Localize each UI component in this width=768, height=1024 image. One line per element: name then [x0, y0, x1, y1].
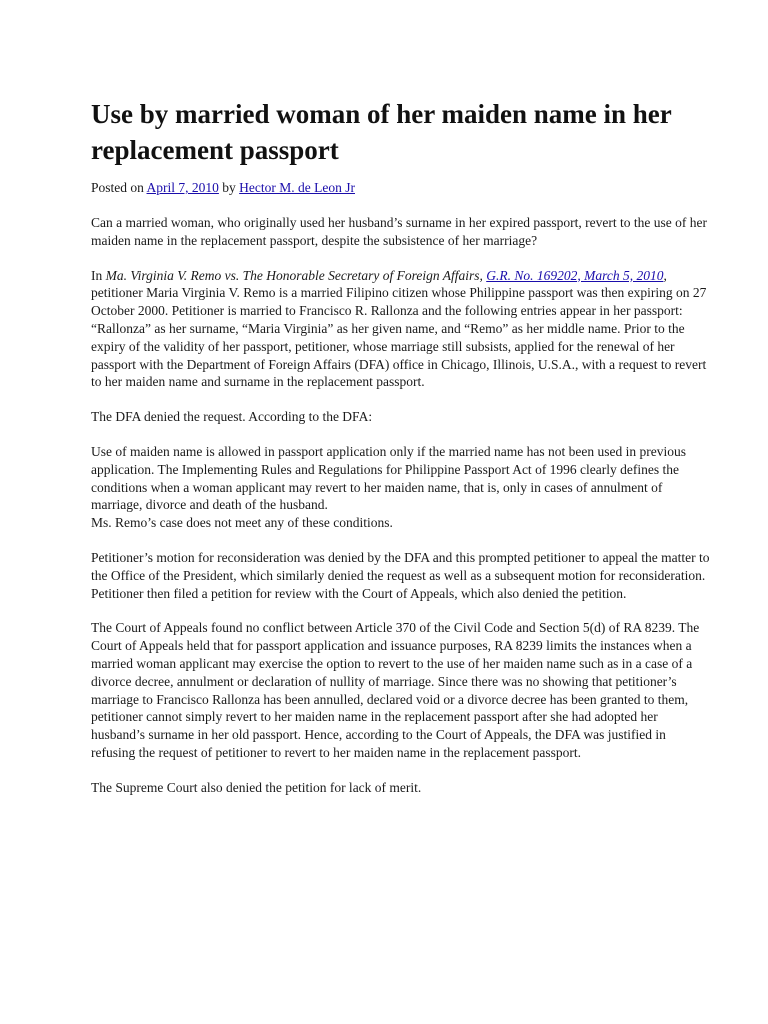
paragraph-question: Can a married woman, who originally used her husband’s surname in her expired passport, revert to the use of her maiden name in the replacement passport, despite the subsistence of her marriage? [91, 215, 707, 248]
post-date-link[interactable]: April 7, 2010 [146, 180, 219, 195]
case-citation-link[interactable]: G.R. No. 169202, March 5, 2010 [486, 267, 664, 283]
paragraph-dfa-quote: Use of maiden name is allowed in passport application only if the married name has not been used in previous application. The Implementing Rules and Regulations for Philippine Passport Act of 1996 clearly defines the conditions when a woman applicant may revert to her maiden name, that is, only in cases of annulment of marriage, divorce and death of the husband. [91, 443, 686, 513]
paragraph-dfa-denied: The DFA denied the request. According to the DFA: [91, 409, 373, 425]
case-intro-body: , petitioner Maria Virginia V. Remo is a married Filipino citizen whose Philippine passport was then expiring on 27 October 2000. Petitioner is married to Francisco R. Rallonza and the following entries appear in her passport: “Rallonza” as her surname, “Maria Virginia” as her given name, and “Remo” as her middle name. Prior to the expiry of the validity of her passport, petitioner, whose marriage still subsists, applied for the renewal of her passport with the Department of Foreign Affairs (DFA) office in Chicago, Illinois, U.S.A., with a request to revert to her maiden name and surname in the replacement passport. [91, 267, 707, 390]
article [91, 96, 711, 797]
article-title: Use by married woman of her maiden name in her replacement passport [91, 99, 672, 165]
paragraph-dfa-quote-conclusion: Ms. Remo’s case does not meet any of these conditions. [91, 515, 393, 531]
author-link[interactable]: Hector M. de Leon Jr [239, 180, 355, 195]
posted-on-label: Posted on [91, 180, 147, 195]
paragraph-court-of-appeals: The Court of Appeals found no conflict between Article 370 of the Civil Code and Section 5(d) of RA 8239. The Court of Appeals held that for passport application and issuance purposes, RA 8239 limits the instances when a married woman applicant may exercise the option to revert to the use of her maiden name such as in a case of a divorce decree, annulment or declaration of nullity of marriage. Since there was no showing that petitioner’s marriage to Francisco Rallonza has been annulled, declared void or a divorce decree has been granted to them, petitioner cannot simply revert to her maiden name in the replacement passport after she had adopted her husband’s surname in her old passport. Hence, according to the Court of Appeals, the DFA was justified in refusing the request of petitioner to revert to her maiden name in the replacement passport. [91, 620, 700, 760]
paragraph-case-intro [91, 267, 711, 392]
by-label: by [218, 180, 240, 195]
post-meta [91, 179, 711, 197]
case-name: Ma. Virginia V. Remo vs. The Honorable Secretary of Foreign Affairs, [105, 267, 483, 283]
paragraph-supreme-court: The Supreme Court also denied the petition for lack of merit. [91, 779, 422, 795]
case-intro-prefix: In [91, 267, 106, 283]
paragraph-motion: Petitioner’s motion for reconsideration was denied by the DFA and this prompted petitioner to appeal the matter to the Office of the President, which similarly denied the request as well as a subsequent motion for reconsideration. Petitioner then filed a petition for review with the Court of Appeals, which also denied the petition. [91, 549, 710, 601]
